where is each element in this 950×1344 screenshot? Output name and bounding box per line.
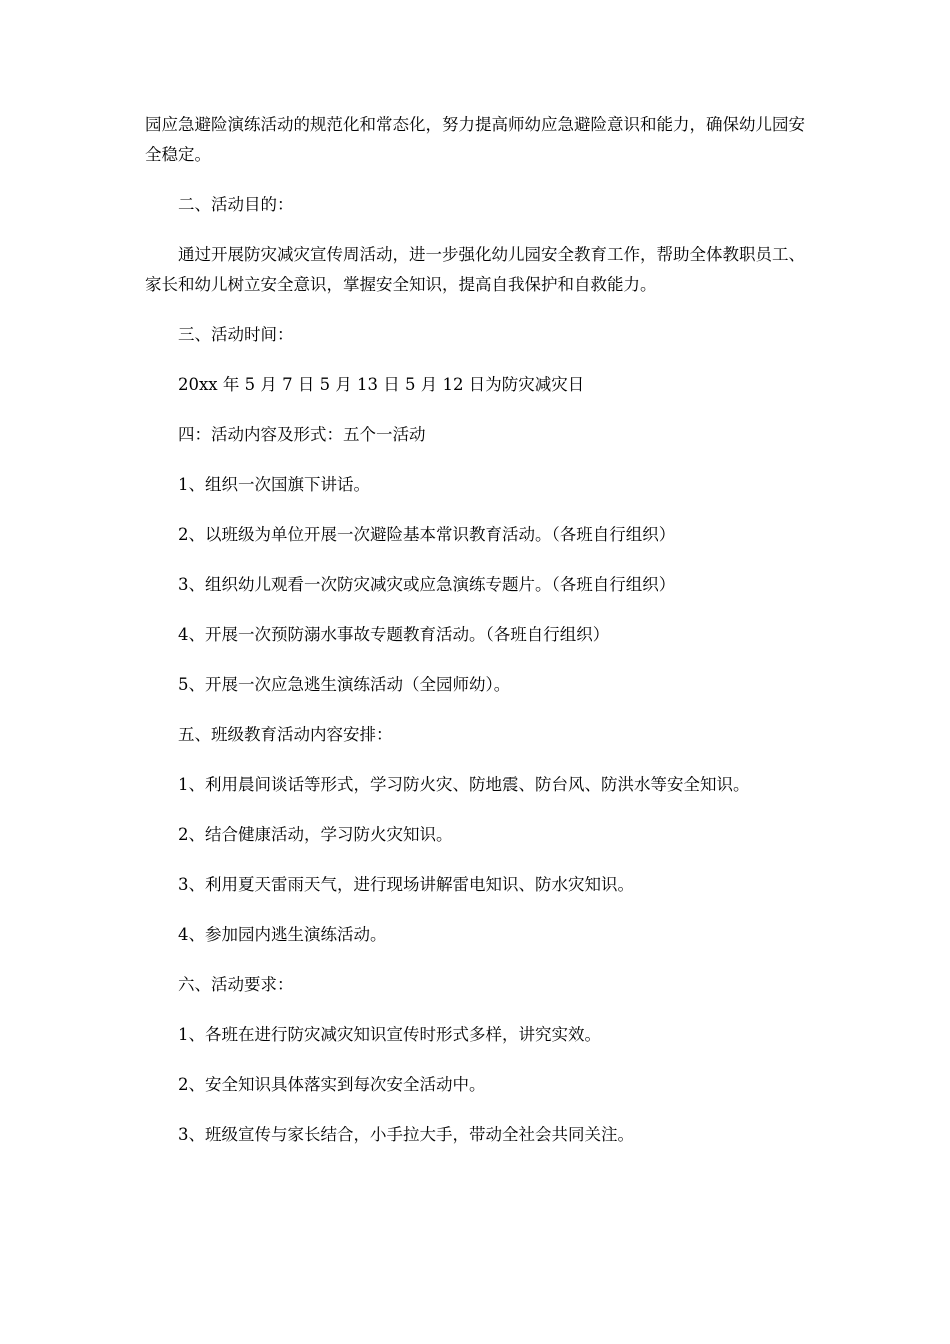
list-item-content-3: 3、组织幼儿观看一次防灾减灾或应急演练专题片。（各班自行组织） xyxy=(178,575,676,594)
heading-activity-purpose: 二、活动目的： xyxy=(178,195,294,214)
list-item-arrangement-4: 4、参加园内逃生演练活动。 xyxy=(178,925,387,944)
heading-activity-content: 四：活动内容及形式：五个一活动 xyxy=(178,425,426,444)
document-page xyxy=(145,110,810,1170)
list-item-content-2: 2、以班级为单位开展一次避险基本常识教育活动。（各班自行组织） xyxy=(178,525,676,544)
list-item-content-1: 1、组织一次国旗下讲话。 xyxy=(178,475,370,494)
heading-requirements: 六、活动要求： xyxy=(178,975,294,994)
paragraph-activity-time: 20xx 年 5 月 7 日 5 月 13 日 5 月 12 日为防灾减灾日 xyxy=(178,375,585,394)
list-item-requirement-1: 1、各班在进行防灾减灾知识宣传时形式多样，讲究实效。 xyxy=(178,1025,601,1044)
list-item-requirement-2: 2、安全知识具体落实到每次安全活动中。 xyxy=(178,1075,486,1094)
paragraph-activity-purpose: 通过开展防灾减灾宣传周活动，进一步强化幼儿园安全教育工作，帮助全体教职员工、家长和幼儿树立安全意识，掌握安全知识，提高自我保护和自救能力。 xyxy=(145,245,805,294)
list-item-content-4: 4、开展一次预防溺水事故专题教育活动。（各班自行组织） xyxy=(178,625,610,644)
list-item-arrangement-2: 2、结合健康活动，学习防火灾知识。 xyxy=(178,825,453,844)
list-item-content-5: 5、开展一次应急逃生演练活动（全园师幼）。 xyxy=(178,675,511,694)
heading-activity-time: 三、活动时间： xyxy=(178,325,294,344)
paragraph-intro-continuation: 园应急避险演练活动的规范化和常态化，努力提高师幼应急避险意识和能力，确保幼儿园安全稳定。 xyxy=(145,115,805,164)
list-item-arrangement-3: 3、利用夏天雷雨天气，进行现场讲解雷电知识、防水灾知识。 xyxy=(178,875,634,894)
list-item-arrangement-1: 1、利用晨间谈话等形式，学习防火灾、防地震、防台风、防洪水等安全知识。 xyxy=(178,775,750,794)
list-item-requirement-3: 3、班级宣传与家长结合，小手拉大手，带动全社会共同关注。 xyxy=(178,1125,634,1144)
heading-class-arrangement: 五、班级教育活动内容安排： xyxy=(178,725,393,744)
